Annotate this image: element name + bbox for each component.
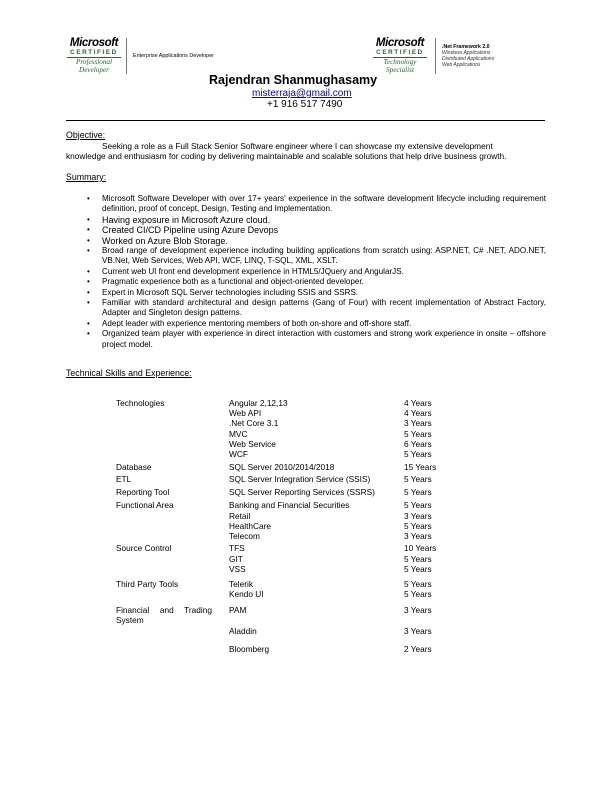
cert-area-item: Web Applications [442, 62, 481, 68]
summary-item [66, 194, 546, 215]
summary-item-text: Worked on Azure Blob Storage. [102, 235, 228, 246]
skill-name: PAM [229, 605, 247, 615]
email-link[interactable]: misterraja@gmail.com [252, 88, 352, 99]
skill-years: 5 Years [404, 554, 432, 564]
cert-area-item: Windows Applications [442, 50, 491, 56]
candidate-name: Rajendran Shanmughasamy [209, 73, 378, 87]
bullet-icon: • [87, 214, 90, 224]
skill-name: WCF [229, 449, 248, 459]
cert-framework-label: .Net Framework 2.0 [442, 44, 490, 50]
cert-track-label: Enterprise Applications Developer [133, 53, 214, 59]
skill-years: 5 Years [404, 500, 432, 510]
skill-years: 3 Years [404, 626, 432, 636]
summary-item [66, 329, 546, 350]
skill-years: 5 Years [404, 521, 432, 531]
skill-years: 5 Years [404, 579, 432, 589]
bullet-icon: • [87, 318, 90, 328]
summary-item-text: Pragmatic experience both as a functional and object-oriented developer. [102, 277, 364, 287]
summary-item [66, 298, 546, 319]
skill-years: 5 Years [404, 474, 432, 484]
summary-item-text: Expert in Microsoft SQL Server technologies including SSIS and SSRS. [102, 287, 359, 297]
skill-name: MVC [229, 429, 248, 439]
objective-line-2: knowledge and enthusiasm for coding by delivering maintainable and scalable solutions that help drive business growth. [66, 151, 507, 161]
skill-name: Bloomberg [229, 644, 270, 654]
skill-years: 6 Years [404, 439, 432, 449]
skill-name: Retail [229, 511, 251, 521]
bullet-icon: • [87, 225, 90, 235]
summary-list [66, 194, 546, 350]
skill-name: SQL Server 2010/2014/2018 [229, 462, 335, 472]
skill-category: ETL [116, 474, 132, 484]
cert-title-line-1: Technology [383, 58, 417, 66]
skill-category: Database [116, 462, 152, 472]
bullet-icon: • [87, 329, 90, 339]
skill-category: Financial and Trading System [116, 605, 212, 626]
summary-item [66, 288, 546, 298]
skill-years: 2 Years [404, 644, 432, 654]
skill-category: Functional Area [116, 500, 174, 510]
skill-name: VSS [229, 564, 246, 574]
skill-name: Web API [229, 408, 262, 418]
skill-name: Aladdin [229, 626, 257, 636]
skill-years: 3 Years [404, 511, 432, 521]
skill-name: Banking and Financial Securities [229, 500, 350, 510]
skill-years: 5 Years [404, 589, 432, 599]
cert-title-line-2: Developer [79, 66, 109, 74]
microsoft-wordmark: Microsoft [375, 37, 425, 49]
skill-years: 10 Years [404, 543, 437, 553]
skill-category: Third Party Tools [116, 579, 179, 589]
skill-years: 15 Years [404, 462, 437, 472]
summary-item [66, 319, 546, 329]
skill-years: 5 Years [404, 487, 432, 497]
skill-name: .Net Core 3.1 [229, 418, 279, 428]
skill-years: 3 Years [404, 605, 432, 615]
certified-label: CERTIFIED [70, 49, 118, 56]
logo-divider [435, 38, 436, 74]
skill-name: TFS [229, 543, 245, 553]
mcts-logo [370, 37, 430, 74]
bullet-icon: • [87, 287, 90, 297]
objective-heading: Objective: [66, 130, 106, 140]
skill-category: Source Control [116, 543, 172, 553]
cert-title-line-2: Specialist [386, 66, 414, 74]
summary-item-text: Having exposure in Microsoft Azure cloud. [102, 214, 271, 225]
bullet-icon: • [87, 246, 90, 256]
mcts-logo-caption [442, 44, 494, 68]
skill-name: HealthCare [229, 521, 271, 531]
skill-name: Telerik [229, 579, 253, 589]
summary-item [66, 277, 546, 287]
summary-item-text: Adept leader with experience mentoring members of both on-shore and off-shore staff. [102, 318, 412, 328]
phone-number: +1 916 517 7490 [267, 99, 343, 110]
skill-name: Web Service [229, 439, 276, 449]
summary-item [66, 215, 546, 225]
skill-category: Reporting Tool [116, 487, 170, 497]
summary-item-text: Microsoft Software Developer with over 17+ years' experience in the software development lifecycle including requirement definition, proof of concept, Design, Testing and Implementation. [102, 194, 546, 214]
summary-heading: Summary: [66, 172, 107, 182]
cert-title-line-1: Professional [75, 58, 113, 66]
mcpd-logo-caption [133, 53, 214, 59]
skill-name: Telecom [229, 531, 260, 541]
cert-area-item: Distributed Applications [442, 56, 495, 62]
skill-years: 3 Years [404, 418, 432, 428]
summary-item-text: Created CI/CD Pipeline using Azure Devops [102, 225, 279, 236]
bullet-icon: • [87, 235, 90, 245]
skill-years: 3 Years [404, 531, 432, 541]
summary-item [66, 267, 546, 277]
summary-item-text: Current web UI front end development experience in HTML5/JQuery and AngularJS. [102, 266, 404, 276]
microsoft-wordmark: Microsoft [69, 37, 119, 49]
skill-name: SQL Server Integration Service (SSIS) [229, 474, 371, 484]
summary-item [66, 246, 546, 267]
bullet-icon: • [87, 298, 90, 308]
skill-years: 5 Years [404, 564, 432, 574]
summary-item [66, 225, 546, 235]
certified-label: CERTIFIED [376, 49, 424, 56]
bullet-icon: • [87, 194, 90, 203]
skill-name: SQL Server Reporting Services (SSRS) [229, 487, 375, 497]
skill-name: Angular 2,12,13 [229, 398, 288, 408]
skill-years: 4 Years [404, 408, 432, 418]
summary-item-text: Familiar with standard architectural and design patterns (Gang of Four) with recent implementation of Abstract Factory, Adapter and Singleton design patterns. [102, 298, 546, 318]
header-divider [66, 120, 545, 121]
summary-item-text: Organized team player with experience in direct interaction with customers and strong work experience in onsite – offshore project model. [102, 329, 546, 349]
skill-name: Kendo UI [229, 589, 264, 599]
skill-category: Technologies [116, 398, 165, 408]
summary-item-text: Broad range of development experience including building applications from scratch using: ASP.NET, C# .NET, ADO.NET, VB.Net, Web Services, Web API, WCF, LINQ, T-SQL, XML, XSLT. [102, 246, 546, 266]
skill-years: 4 Years [404, 398, 432, 408]
objective-line-1: Seeking a role as a Full Stack Senior Software engineer where I can showcase my extensive development [102, 141, 493, 151]
skill-years: 5 Years [404, 429, 432, 439]
logo-divider [126, 38, 127, 74]
skill-name: GIT [229, 554, 243, 564]
skills-heading: Technical Skills and Experience: [66, 368, 192, 378]
bullet-icon: • [87, 266, 90, 276]
skill-years: 5 Years [404, 449, 432, 459]
summary-item [66, 236, 546, 246]
mcpd-logo [64, 37, 124, 74]
bullet-icon: • [87, 277, 90, 287]
